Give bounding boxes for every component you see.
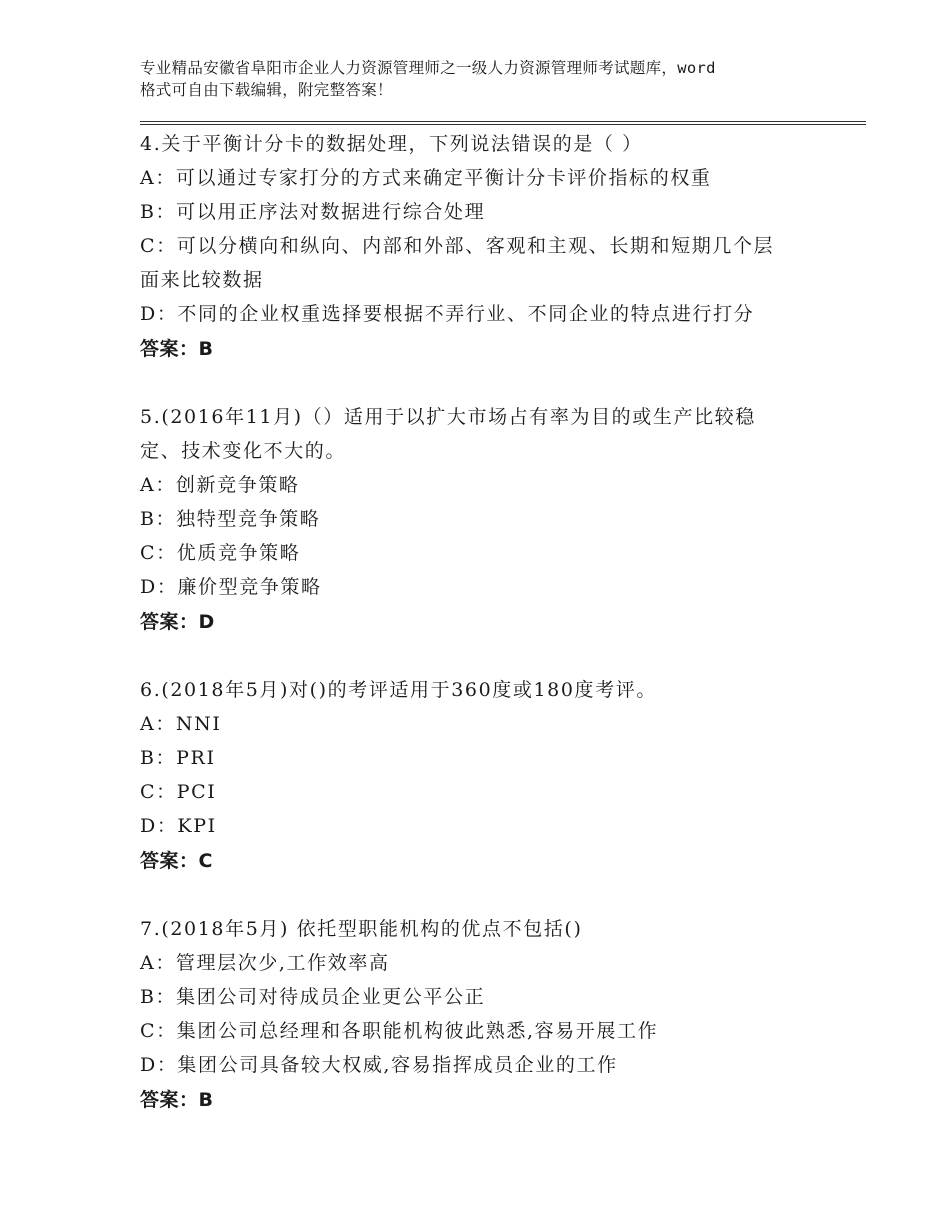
- question-6-option-d: D：KPI: [140, 815, 217, 837]
- question-7-stem: 7.(2018年5月) 依托型职能机构的优点不包括(): [140, 918, 583, 940]
- question-7-answer: 答案：B: [140, 1089, 214, 1111]
- question-6-option-c: C：PCI: [140, 781, 217, 803]
- header-line-2: 格式可自由下载编辑，附完整答案！: [140, 81, 393, 99]
- question-4-option-b: B：可以用正序法对数据进行综合处理: [140, 201, 486, 223]
- question-5-option-b: B：独特型竞争策略: [140, 508, 321, 530]
- question-5-answer: 答案：D: [140, 611, 215, 633]
- question-6-answer: 答案：C: [140, 850, 213, 872]
- question-7-option-c: C：集团公司总经理和各职能机构彼此熟悉,容易开展工作: [140, 1020, 659, 1042]
- question-5-option-c: C：优质竞争策略: [140, 542, 301, 564]
- question-5-option-d: D：廉价型竞争策略: [140, 576, 322, 598]
- question-4-option-c-cont: 面来比较数据: [140, 269, 264, 291]
- question-5-stem-line-2: 定、技术变化不大的。: [140, 440, 347, 462]
- question-6-option-a: A：NNI: [140, 713, 222, 735]
- question-4-option-d: D：不同的企业权重选择要根据不弄行业、不同企业的特点进行打分: [140, 303, 755, 325]
- question-4-option-c: C：可以分横向和纵向、内部和外部、客观和主观、长期和短期几个层: [140, 235, 775, 257]
- question-7-option-a: A：管理层次少,工作效率高: [140, 952, 390, 974]
- question-4-option-a: A：可以通过专家打分的方式来确定平衡计分卡评价指标的权重: [140, 167, 712, 189]
- question-6-stem: 6.(2018年5月)对()的考评适用于360度或180度考评。: [140, 679, 657, 701]
- header-divider-top: [140, 121, 866, 122]
- document-header: [140, 57, 840, 101]
- question-6-option-b: B：PRI: [140, 747, 216, 769]
- question-7-option-d: D：集团公司具备较大权威,容易指挥成员企业的工作: [140, 1054, 618, 1076]
- question-5-stem-line-1: 5.(2016年11月)（）适用于以扩大市场占有率为目的或生产比较稳: [140, 406, 756, 428]
- question-4-answer: 答案：B: [140, 338, 214, 360]
- header-line-1: 专业精品安徽省阜阳市企业人力资源管理师之一级人力资源管理师考试题库，word: [140, 59, 716, 77]
- question-5-option-a: A：创新竞争策略: [140, 474, 300, 496]
- header-divider-bottom: [140, 124, 866, 125]
- question-7-option-b: B：集团公司对待成员企业更公平公正: [140, 986, 486, 1008]
- question-4-stem: 4.关于平衡计分卡的数据处理，下列说法错误的是（ ）: [140, 133, 643, 155]
